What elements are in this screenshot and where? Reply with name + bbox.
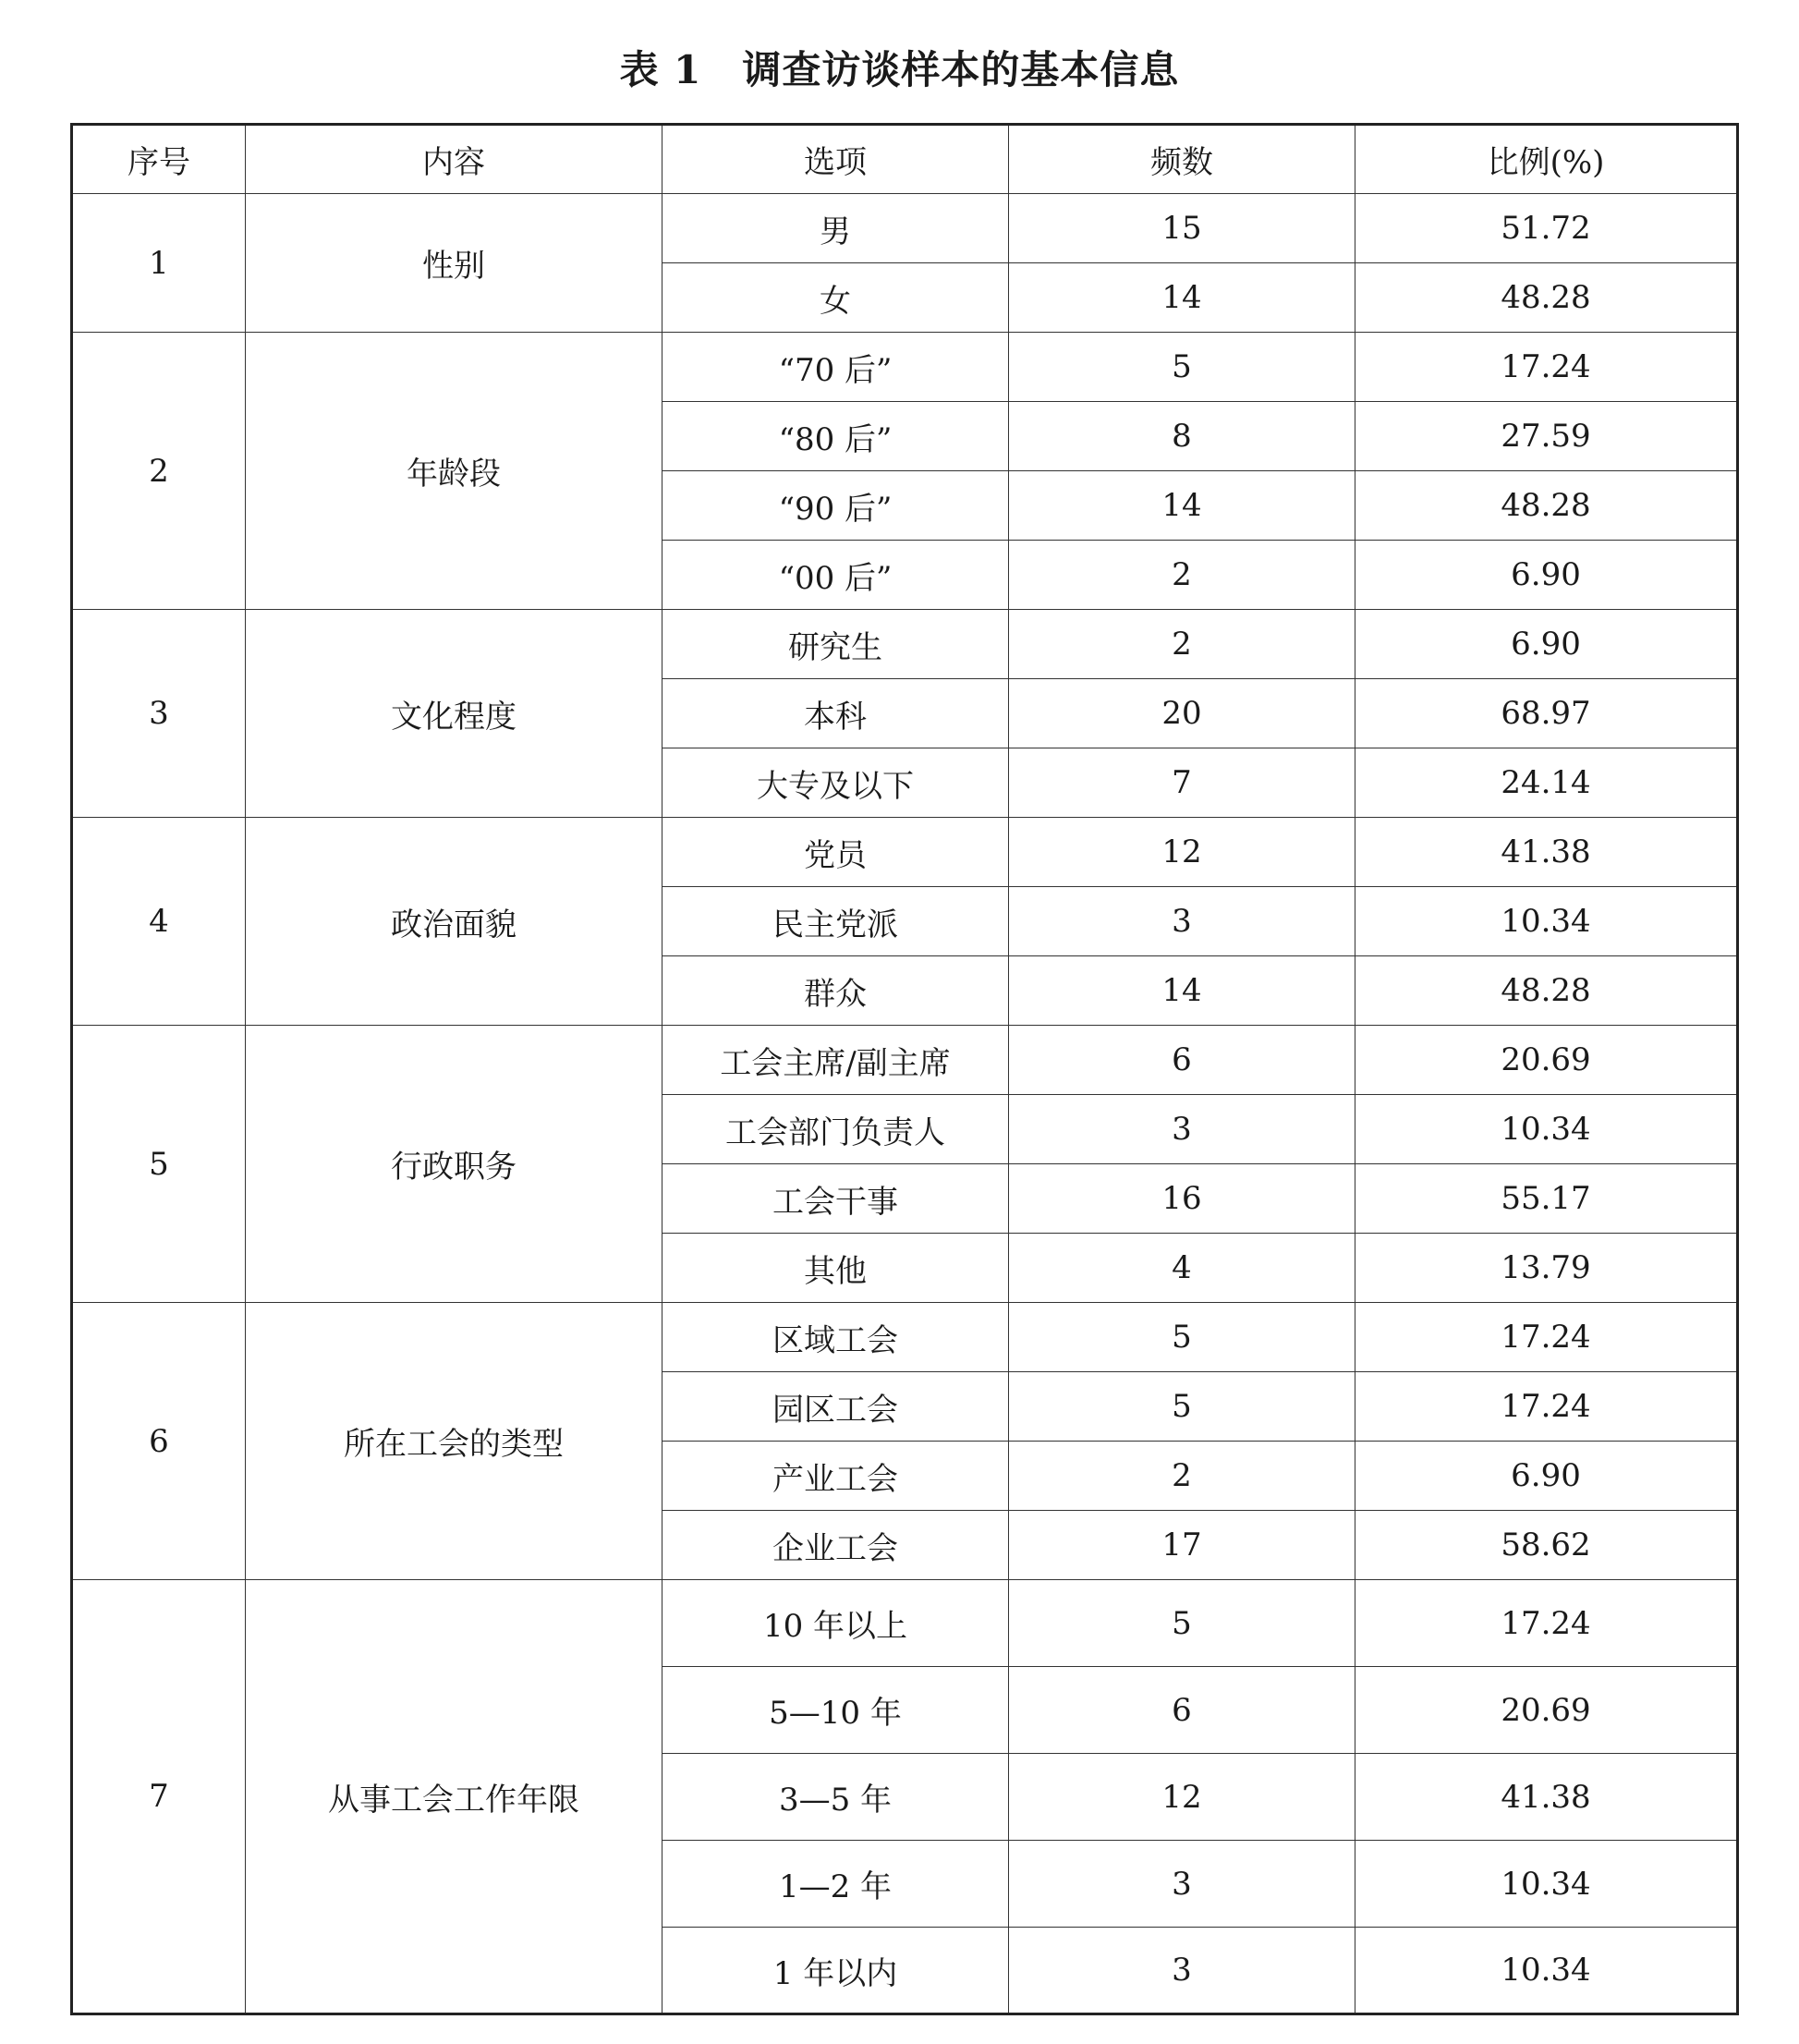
frequency-cell: 12	[1009, 818, 1355, 887]
percentage-cell: 10.34	[1355, 1841, 1738, 1928]
option-cell: 民主党派	[662, 887, 1009, 956]
frequency-cell: 3	[1009, 1928, 1355, 2014]
percentage-cell: 10.34	[1355, 1095, 1738, 1164]
group-category: 政治面貌	[246, 818, 662, 1026]
percentage-cell: 20.69	[1355, 1026, 1738, 1095]
group-category: 从事工会工作年限	[246, 1580, 662, 2014]
frequency-cell: 5	[1009, 1580, 1355, 1667]
frequency-cell: 8	[1009, 402, 1355, 471]
percentage-cell: 27.59	[1355, 402, 1738, 471]
percentage-cell: 6.90	[1355, 1442, 1738, 1511]
header-no: 序号	[72, 125, 246, 194]
option-cell: 男	[662, 194, 1009, 263]
sample-info-table	[70, 123, 1739, 2015]
group-number: 4	[72, 818, 246, 1026]
table-row	[72, 333, 1738, 402]
group-category: 年龄段	[246, 333, 662, 610]
frequency-cell: 2	[1009, 541, 1355, 610]
percentage-cell: 17.24	[1355, 1303, 1738, 1372]
frequency-cell: 14	[1009, 471, 1355, 541]
table-row	[72, 1580, 1738, 1667]
header-percentage: 比例(%)	[1355, 125, 1738, 194]
option-cell: 1 年以内	[662, 1928, 1009, 2014]
group-number: 6	[72, 1303, 246, 1580]
percentage-cell: 10.34	[1355, 1928, 1738, 2014]
header-option: 选项	[662, 125, 1009, 194]
option-cell: 工会干事	[662, 1164, 1009, 1234]
percentage-cell: 41.38	[1355, 1754, 1738, 1841]
percentage-cell: 20.69	[1355, 1667, 1738, 1754]
option-cell: “90 后”	[662, 471, 1009, 541]
frequency-cell: 6	[1009, 1667, 1355, 1754]
option-cell: 本科	[662, 679, 1009, 748]
percentage-cell: 58.62	[1355, 1511, 1738, 1580]
frequency-cell: 4	[1009, 1234, 1355, 1303]
frequency-cell: 2	[1009, 610, 1355, 679]
percentage-cell: 17.24	[1355, 1580, 1738, 1667]
option-cell: 工会部门负责人	[662, 1095, 1009, 1164]
percentage-cell: 41.38	[1355, 818, 1738, 887]
group-number: 7	[72, 1580, 246, 2014]
percentage-cell: 48.28	[1355, 263, 1738, 333]
frequency-cell: 6	[1009, 1026, 1355, 1095]
group-category: 性别	[246, 194, 662, 333]
frequency-cell: 5	[1009, 1372, 1355, 1442]
frequency-cell: 20	[1009, 679, 1355, 748]
table-title: 调查访谈样本的基本信息	[742, 47, 1180, 92]
percentage-cell: 51.72	[1355, 194, 1738, 263]
option-cell: 5—10 年	[662, 1667, 1009, 1754]
frequency-cell: 5	[1009, 333, 1355, 402]
table-row	[72, 1303, 1738, 1372]
option-cell: 企业工会	[662, 1511, 1009, 1580]
frequency-cell: 15	[1009, 194, 1355, 263]
option-cell: “70 后”	[662, 333, 1009, 402]
frequency-cell: 3	[1009, 887, 1355, 956]
percentage-cell: 17.24	[1355, 333, 1738, 402]
frequency-cell: 14	[1009, 956, 1355, 1026]
frequency-cell: 12	[1009, 1754, 1355, 1841]
percentage-cell: 55.17	[1355, 1164, 1738, 1234]
option-cell: 工会主席/副主席	[662, 1026, 1009, 1095]
group-category: 行政职务	[246, 1026, 662, 1303]
option-cell: 大专及以下	[662, 748, 1009, 818]
option-cell: 女	[662, 263, 1009, 333]
table-row	[72, 610, 1738, 679]
option-cell: 3—5 年	[662, 1754, 1009, 1841]
group-number: 2	[72, 333, 246, 610]
frequency-cell: 3	[1009, 1095, 1355, 1164]
group-number: 1	[72, 194, 246, 333]
group-number: 3	[72, 610, 246, 818]
frequency-cell: 7	[1009, 748, 1355, 818]
frequency-cell: 14	[1009, 263, 1355, 333]
header-category: 内容	[246, 125, 662, 194]
frequency-cell: 2	[1009, 1442, 1355, 1511]
percentage-cell: 48.28	[1355, 471, 1738, 541]
percentage-cell: 6.90	[1355, 541, 1738, 610]
frequency-cell: 16	[1009, 1164, 1355, 1234]
percentage-cell: 17.24	[1355, 1372, 1738, 1442]
group-category: 所在工会的类型	[246, 1303, 662, 1580]
frequency-cell: 17	[1009, 1511, 1355, 1580]
option-cell: 产业工会	[662, 1442, 1009, 1511]
percentage-cell: 48.28	[1355, 956, 1738, 1026]
percentage-cell: 10.34	[1355, 887, 1738, 956]
group-number: 5	[72, 1026, 246, 1303]
header-row	[72, 125, 1738, 194]
option-cell: 园区工会	[662, 1372, 1009, 1442]
group-category: 文化程度	[246, 610, 662, 818]
option-cell: 研究生	[662, 610, 1009, 679]
percentage-cell: 13.79	[1355, 1234, 1738, 1303]
option-cell: 其他	[662, 1234, 1009, 1303]
table-caption	[0, 43, 1799, 98]
table-row	[72, 818, 1738, 887]
option-cell: 1—2 年	[662, 1841, 1009, 1928]
frequency-cell: 3	[1009, 1841, 1355, 1928]
frequency-cell: 5	[1009, 1303, 1355, 1372]
option-cell: 10 年以上	[662, 1580, 1009, 1667]
table-row	[72, 1026, 1738, 1095]
option-cell: 群众	[662, 956, 1009, 1026]
table-number: 表 1	[619, 47, 702, 92]
option-cell: 党员	[662, 818, 1009, 887]
option-cell: 区域工会	[662, 1303, 1009, 1372]
percentage-cell: 24.14	[1355, 748, 1738, 818]
header-frequency: 频数	[1009, 125, 1355, 194]
option-cell: “80 后”	[662, 402, 1009, 471]
table-row	[72, 194, 1738, 263]
percentage-cell: 6.90	[1355, 610, 1738, 679]
option-cell: “00 后”	[662, 541, 1009, 610]
percentage-cell: 68.97	[1355, 679, 1738, 748]
